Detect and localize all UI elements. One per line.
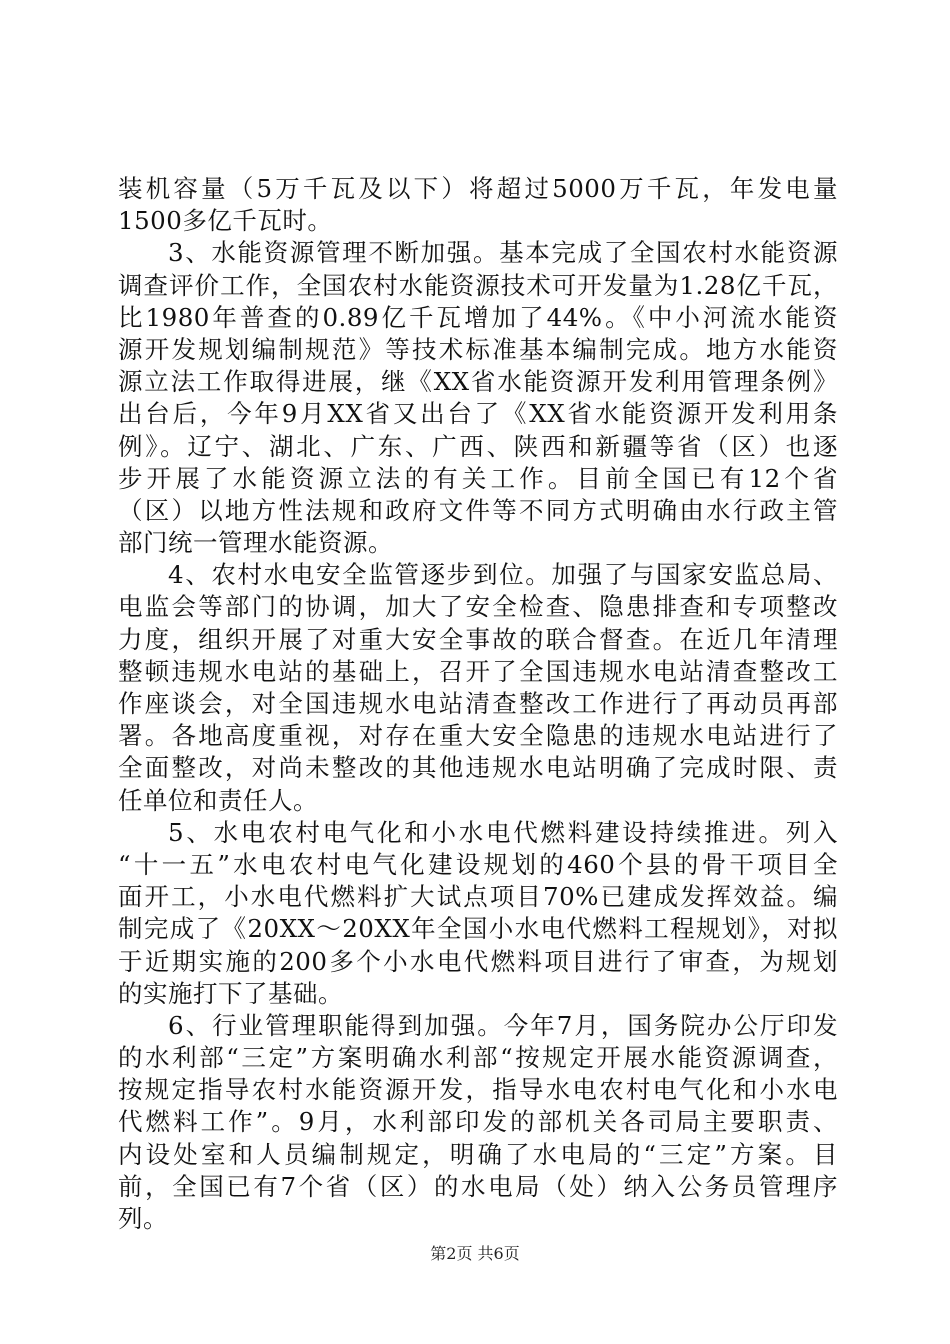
text-line: 4、农村水电安全监管逐步到位。加强了与国家安监总局、 bbox=[168, 560, 838, 590]
text-line: 源开发规划编制规范》等技术标准基本编制完成。地方水能资 bbox=[118, 334, 838, 364]
text-line: 3、水能资源管理不断加强。基本完成了全国农村水能资源 bbox=[168, 238, 838, 268]
text-line: 装机容量（5万千瓦及以下）将超过5000万千瓦，年发电量 bbox=[118, 174, 838, 203]
text-line: 电监会等部门的协调，加大了安全检查、隐患排查和专项整改 bbox=[118, 592, 838, 622]
text-line: 力度，组织开展了对重大安全事故的联合督查。在近几年清理 bbox=[118, 624, 838, 654]
text-line: 比1980年普查的0.89亿千瓦增加了44%。《中小河流水能资 bbox=[118, 302, 838, 332]
body-text bbox=[118, 173, 838, 1235]
text-line: 全面整改，对尚未整改的其他违规水电站明确了完成时限、责 bbox=[118, 753, 838, 783]
text-line: 的实施打下了基础。 bbox=[118, 978, 343, 1008]
text-line: 代燃料工作”。9月，水利部印发的部机关各司局主要职责、 bbox=[118, 1107, 838, 1137]
text-line: 5、水电农村电气化和小水电代燃料建设持续推进。列入 bbox=[168, 817, 838, 847]
text-line: 面开工，小水电代燃料扩大试点项目70%已建成发挥效益。编 bbox=[118, 882, 838, 912]
text-line: 前，全国已有7个省（区）的水电局（处）纳入公务员管理序 bbox=[118, 1171, 838, 1201]
text-line: 例》。辽宁、湖北、广东、广西、陕西和新疆等省（区）也逐 bbox=[118, 431, 838, 461]
text-line: 源立法工作取得进展，继《XX省水能资源开发利用管理条例》 bbox=[118, 367, 838, 397]
text-line: “十一五”水电农村电气化建设规划的460个县的骨干项目全 bbox=[118, 849, 838, 879]
text-line: 部门统一管理水能资源。 bbox=[118, 528, 393, 558]
text-line: 调查评价工作，全国农村水能资源技术可开发量为1.28亿千瓦， bbox=[118, 270, 838, 300]
text-line: 按规定指导农村水能资源开发，指导水电农村电气化和小水电 bbox=[118, 1075, 838, 1105]
page-footer: 第2页 共6页 bbox=[430, 1244, 520, 1263]
text-line: 署。各地高度重视，对存在重大安全隐患的违规水电站进行了 bbox=[118, 721, 838, 751]
text-line: 整顿违规水电站的基础上，召开了全国违规水电站清查整改工 bbox=[118, 656, 838, 686]
text-line: 制完成了《20XX～20XX年全国小水电代燃料工程规划》，对拟 bbox=[118, 914, 838, 944]
text-line: 出台后，今年9月XX省又出台了《XX省水能资源开发利用条 bbox=[118, 399, 838, 429]
text-line: 任单位和责任人。 bbox=[118, 785, 318, 815]
text-line: 于近期实施的200多个小水电代燃料项目进行了审查，为规划 bbox=[118, 946, 838, 976]
text-line: 步开展了水能资源立法的有关工作。目前全国已有12个省 bbox=[118, 463, 838, 493]
text-line: 作座谈会，对全国违规水电站清查整改工作进行了再动员再部 bbox=[118, 689, 838, 718]
text-line: 内设处室和人员编制规定，明确了水电局的“三定”方案。目 bbox=[118, 1139, 838, 1169]
text-line: 的水利部“三定”方案明确水利部“按规定开展水能资源调查， bbox=[118, 1043, 838, 1073]
text-line: （区）以地方性法规和政府文件等不同方式明确由水行政主管 bbox=[118, 495, 838, 525]
text-line: 1500多亿千瓦时。 bbox=[118, 206, 333, 236]
text-line: 列。 bbox=[118, 1204, 168, 1233]
text-line: 6、行业管理职能得到加强。今年7月，国务院办公厅印发 bbox=[168, 1010, 838, 1040]
